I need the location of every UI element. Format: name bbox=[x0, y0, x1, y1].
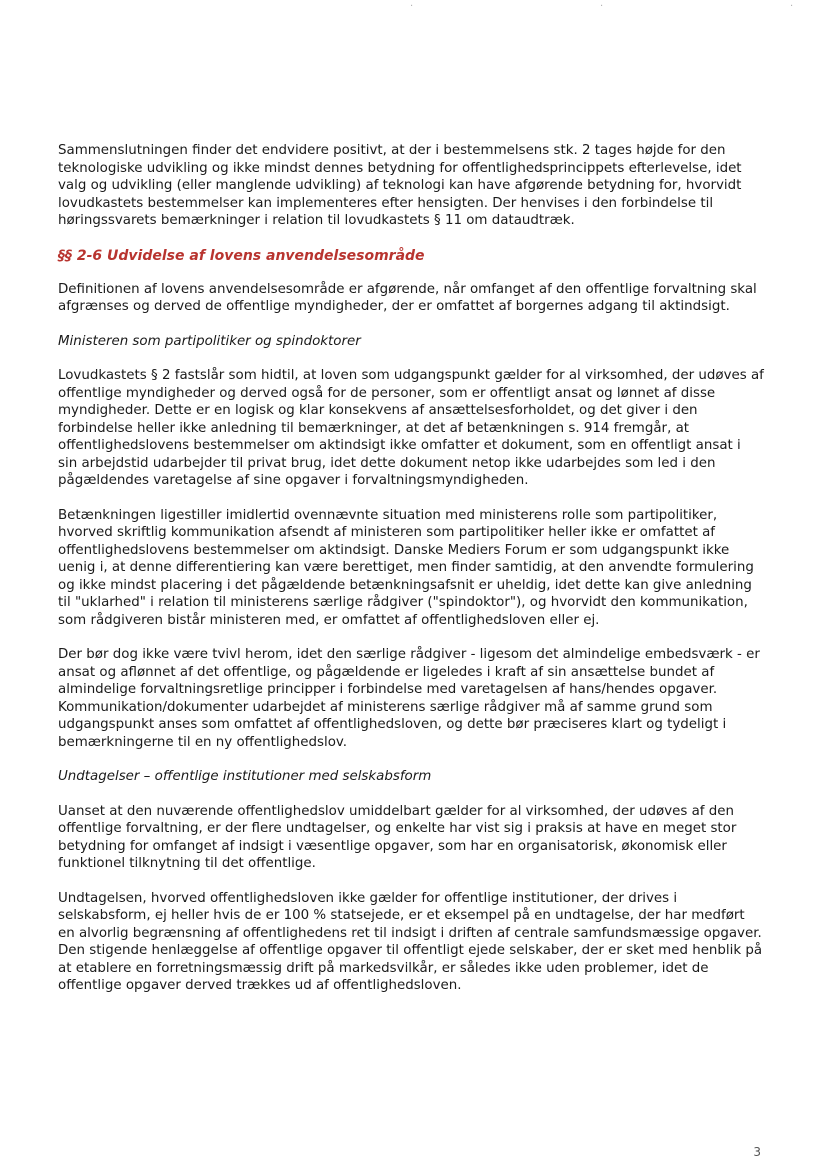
paragraph-exceptions: Uanset at den nuværende offentlighedslov umiddelbart gælder for al virksomhed, der udøves af den offentlige forvaltning, er der flere undtagelser, og enkelte har vist sig i praksis at have en meget stor betydning for omfanget af indsigt i væsentlige opgaver, som har en organisatorisk, økonomisk eller funktionel tilknytning til det offentlige. bbox=[58, 803, 737, 871]
scan-artifact: · bbox=[410, 1, 414, 12]
paragraph-companies: Undtagelsen, hvorved offentlighedsloven ikke gælder for offentlige institutioner, der drives i selskabsform, ej heller hvis de er 100 % statsejede, er et eksempel på en undtagelse, der har medført en alvorlig begrænsning af offentlighedens ret til indsigt i driften af centrale samfundsmæssige opgaver. Den stigende henlæggelse af offentlige opgaver til offentligt ejede selskaber, der er sket med henblik på at etablere en forretningsmæssig drift på markedsvilkår, er således ikke uden problemer, idet de offentlige opgaver derved trækkes ud af offentlighedsloven. bbox=[58, 890, 763, 993]
paragraph-section-2: Lovudkastets § 2 fastslår som hidtil, at loven som udgangspunkt gælder for al virksomhed, der udøves af offentlige myndigheder og derved også for de personer, som er offentligt ansat og lønnet af disse myndigheder. Dette er en logisk og klar konsekvens af ansættelsesforholdet, og det giver i den forbindelse heller ikke anledning til bemærkninger, at det af betænkningen s. 914 fremgår, at offentlighedslovens bestemmelser om aktindsigt ikke omfatter et dokument, som en offentligt ansat i sin arbejdstid udarbejder til privat brug, idet dette dokument netop ikke udarbejdes som led i den pågældendes varetagelse af sine opgaver i forvaltningsmyndigheden. bbox=[58, 368, 764, 488]
paragraph-report: Betænkningen ligestiller imidlertid ovennævnte situation med ministerens rolle som partipolitiker, hvorved skriftlig kommunikation afsendt af ministeren som partipolitiker heller ikke er omfattet af offentlighedslovens bestemmelser om aktindsigt. Danske Mediers Forum er som udgangspunkt ikke uenig i, at denne differentiering kan være berettiget, men finder samtidig, at den anvendte formulering og ikke mindst placering i det pågældende betænkningsafsnit er uheldig, idet dette kan give anledning til "uklarhed" i relation til ministerens særlige rådgiver ("spindoktor"), og hvorvidt den kommunikation, som rådgiveren bistår ministeren med, er omfattet af offentlighedsloven eller ej. bbox=[58, 507, 754, 628]
paragraph-technology: Sammenslutningen finder det endvidere positivt, at der i bestemmelsens stk. 2 tages højde for den teknologiske udvikling og ikke mindst dennes betydning for offentlighedsprincippets efterlevelse, idet valg og udvikling (eller manglende udvikling) af teknologi kan have afgørende betydning for, hvorvidt lovudkastets bestemmelser kan implementeres efter hensigten. Der henvises i den forbindelse til høringssvarets bemærkninger i relation til lovudkastets § 11 om dataudtræk. bbox=[58, 143, 742, 228]
subheading-minister: Ministeren som partipolitiker og spindoktorer bbox=[58, 333, 361, 349]
subheading-exceptions: Undtagelser – offentlige institutioner med selskabsform bbox=[58, 769, 432, 784]
page-number: 3 bbox=[753, 1145, 761, 1159]
scan-artifact: · bbox=[790, 1, 794, 12]
scan-artifact: · bbox=[600, 1, 604, 12]
section-heading: §§ 2-6 Udvidelse af lovens anvendelsesområde bbox=[58, 247, 425, 264]
paragraph-definition: Definitionen af lovens anvendelsesområde er afgørende, når omfanget af den offentlige forvaltning skal afgrænses og derved de offentlige myndigheder, der er omfattet af borgernes adgang til aktindsigt. bbox=[58, 281, 757, 314]
document-body bbox=[58, 142, 764, 1012]
paragraph-special-advisor: Der bør dog ikke være tvivl herom, idet den særlige rådgiver - ligesom det almindelige embedsværk - er ansat og aflønnet af det offentlige, og pågældende er ligeledes i kraft af sin ansættelse bundet af almindelige forvaltningsretlige principper i forbindelse med varetagelsen af hans/hendes opgaver. Kommunikation/dokumenter udarbejdet af ministerens særlige rådgiver må af samme grund som udgangspunkt anses som omfattet af offentlighedsloven, og dette bør præciseres klart og tydeligt i bemærkningerne til en ny offentlighedslov. bbox=[58, 647, 760, 750]
